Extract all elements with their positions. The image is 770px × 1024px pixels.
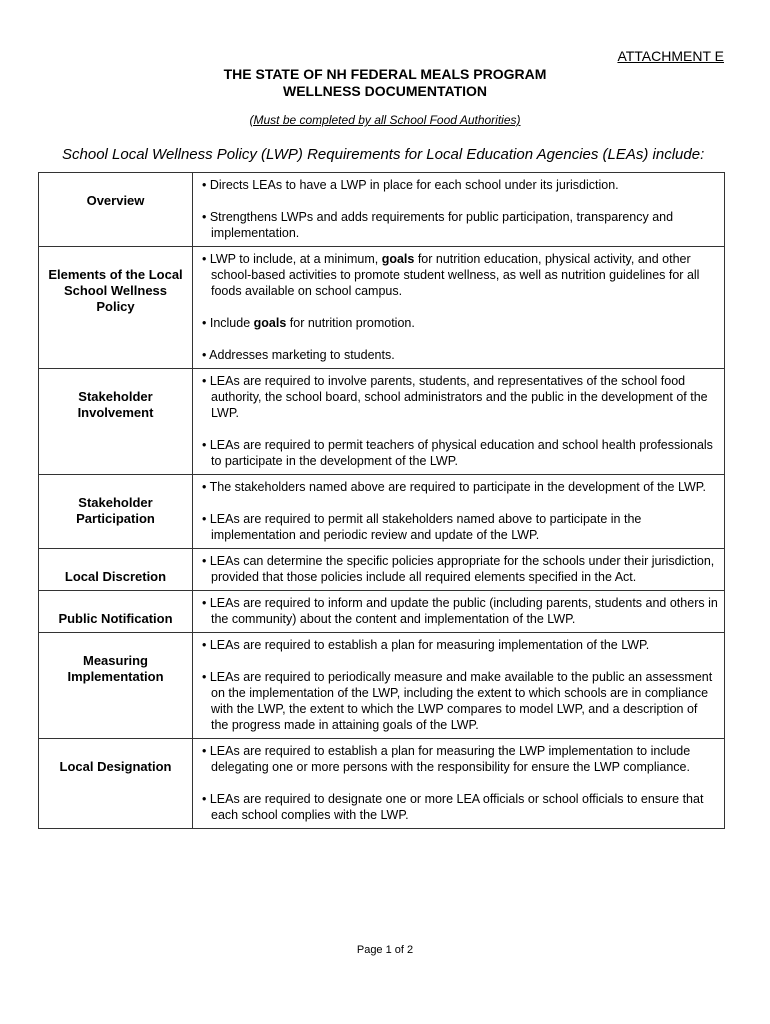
list-item: • LEAs are required to periodically measure and make available to the public an assessment on the implementation of the LWP, including the extent to which schools are in compliance with the LWP, the extent to which the LWP compares to model LWP, and a description of the progress made in attaining goals of the LWP. <box>202 670 713 732</box>
row-label: Elements of the Local School Wellness Policy <box>39 247 193 369</box>
table-row <box>39 549 725 591</box>
list-item: • LEAs are required to permit teachers of physical education and school health professionals to participate in the development of the LWP. <box>202 438 713 468</box>
list-item: • LEAs can determine the specific policies appropriate for the schools under their jurisdiction, provided that those policies include all required elements specified in the Act. <box>202 554 715 584</box>
row-label: Measuring Implementation <box>39 633 193 739</box>
row-content <box>193 173 725 247</box>
table-row <box>39 369 725 475</box>
page-number: Page 1 of 2 <box>356 944 414 956</box>
bold-emphasis: goals <box>381 252 415 266</box>
table-row <box>39 591 725 633</box>
document-title <box>0 66 770 100</box>
row-label: Local Designation <box>39 739 193 829</box>
row-content <box>193 591 725 633</box>
list-item: • LEAs are required to establish a plan for measuring implementation of the LWP. <box>202 638 650 652</box>
row-content <box>193 549 725 591</box>
list-item: • The stakeholders named above are required to participate in the development of the LWP. <box>202 480 706 494</box>
list-item: • LEAs are required to permit all stakeholders named above to participate in the implementation and periodic review and update of the LWP. <box>202 512 642 542</box>
requirements-table <box>38 172 725 829</box>
bullet-text: • Include <box>202 316 254 330</box>
list-item: • LEAs are required to involve parents, students, and representatives of the school food authority, the school board, school administrators and the public in the development of the LWP. <box>202 374 708 420</box>
document-subtitle: (Must be completed by all School Food Authorities) <box>249 113 521 127</box>
table-row <box>39 475 725 549</box>
table-row <box>39 633 725 739</box>
list-item: • Directs LEAs to have a LWP in place for each school under its jurisdiction. <box>202 178 619 192</box>
row-content <box>193 247 725 369</box>
list-item <box>199 251 718 299</box>
row-content <box>193 369 725 475</box>
list-item: • Strengthens LWPs and adds requirements for public participation, transparency and implementation. <box>202 210 674 240</box>
list-item: • LEAs are required to establish a plan for measuring the LWP implementation to include delegating one or more persons with the responsibility for ensure the LWP compliance. <box>202 744 691 774</box>
list-item: • LEAs are required to inform and update the public (including parents, students and others in the community) about the content and implementation of the LWP. <box>202 596 718 626</box>
row-content <box>193 739 725 829</box>
lead-sentence: School Local Wellness Policy (LWP) Requirements for Local Education Agencies (LEAs) include: <box>62 146 705 163</box>
row-label: Stakeholder Participation <box>39 475 193 549</box>
table-row <box>39 739 725 829</box>
bullet-text: • LWP to include, at a minimum, <box>202 252 382 266</box>
list-item: • LEAs are required to designate one or more LEA officials or school officials to ensure that each school complies with the LWP. <box>202 792 704 822</box>
bullet-text: for nutrition education, physical activity, and other school-based activities to promote student wellness, as well as nutrition guidelines for all foods available on school campus. <box>211 252 700 298</box>
table-row <box>39 247 725 369</box>
row-content <box>193 633 725 739</box>
bullet-text: for nutrition promotion. <box>286 316 415 330</box>
row-content <box>193 475 725 549</box>
title-line-1: THE STATE OF NH FEDERAL MEALS PROGRAM <box>223 66 547 82</box>
list-item <box>199 315 718 331</box>
table-row <box>39 173 725 247</box>
title-line-2: WELLNESS DOCUMENTATION <box>282 83 488 99</box>
row-label: Local Discretion <box>39 549 193 591</box>
list-item: • Addresses marketing to students. <box>202 348 395 362</box>
attachment-label: ATTACHMENT E <box>617 48 724 64</box>
row-label: Stakeholder Involvement <box>39 369 193 475</box>
row-label: Overview <box>39 173 193 247</box>
row-label: Public Notification <box>39 591 193 633</box>
bold-emphasis: goals <box>253 316 287 330</box>
